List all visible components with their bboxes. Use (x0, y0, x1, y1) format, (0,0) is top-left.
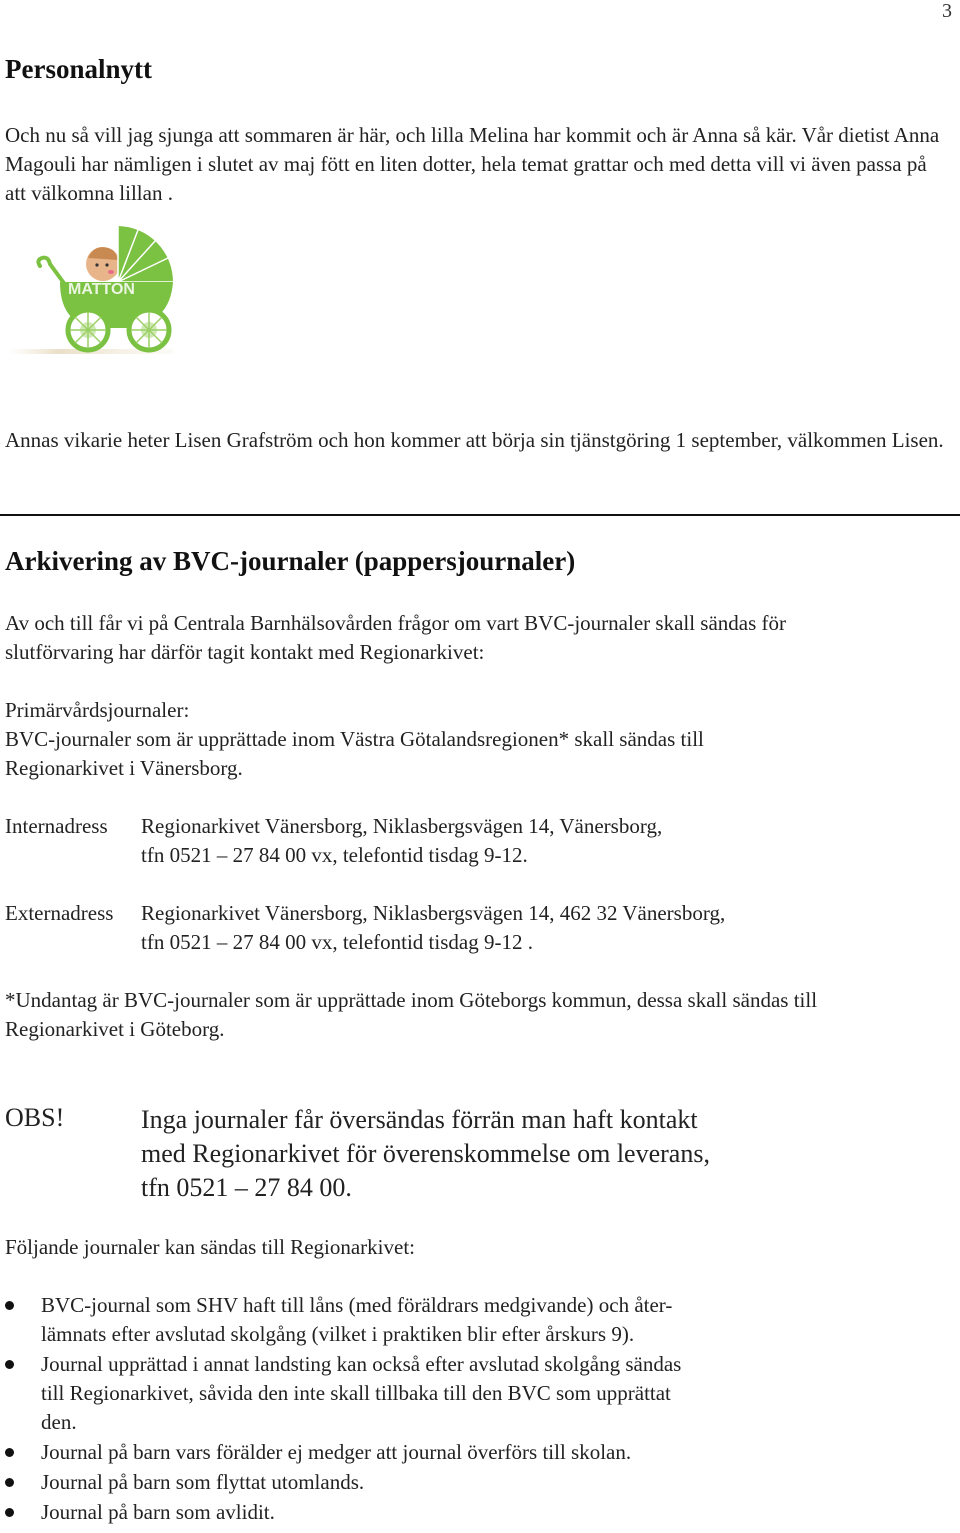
pram-wheel-left (68, 310, 108, 350)
bullet-icon (5, 1301, 14, 1310)
list-item-line: Journal på barn som flyttat utomlands. (41, 1470, 365, 1494)
obs-line: tfn 0521 – 27 84 00. (141, 1173, 352, 1202)
bullet-icon (5, 1448, 14, 1457)
section-divider (0, 514, 960, 516)
section-title-arkivering: Arkivering av BVC-journaler (pappersjournaler) (5, 546, 576, 576)
baby-pram-icon (8, 224, 178, 359)
list-item (0, 1350, 681, 1437)
watermark-text: MATTON (68, 281, 135, 298)
list-item-line: Journal på barn som avlidit. (41, 1500, 275, 1524)
list-item (0, 1498, 681, 1527)
obs-line: Inga journaler får översändas förrän man haft kontakt (141, 1105, 698, 1134)
internadress-label: Internadress (5, 814, 108, 838)
foljande-intro: Följande journaler kan sändas till Regionarkivet: (5, 1235, 415, 1259)
internadress-block (141, 812, 662, 870)
section-title-personalnytt: Personalnytt (5, 54, 152, 84)
personalnytt-intro: Och nu så vill jag sjunga att sommaren är här, och lilla Melina har kommit och är Anna så kär. Vår dietist Anna Magouli har nämligen i slutet av maj fött en liten dotter, hela temat grattar och med detta vill vi även passa på att välkomna lillan . (5, 123, 940, 205)
internadress-line: tfn 0521 – 27 84 00 vx, telefontid tisdag 9-12. (141, 843, 528, 867)
obs-notice (141, 1103, 710, 1205)
list-item-line: lämnats efter avslutad skolgång (vilket i praktiken blir efter årskurs 9). (41, 1322, 635, 1346)
list-item-line: Journal på barn vars förälder ej medger att journal överförs till skolan. (41, 1440, 632, 1464)
externadress-line: tfn 0521 – 27 84 00 vx, telefontid tisdag 9-12 . (141, 930, 533, 954)
list-item-line: den. (41, 1410, 77, 1434)
primar-label: Primärvårdsjournaler: (5, 698, 190, 722)
internadress-line: Regionarkivet Vänersborg, Niklasbergsvägen 14, Vänersborg, (141, 814, 663, 838)
bullet-icon (5, 1508, 14, 1517)
arkivering-intro: Av och till får vi på Centrala Barnhälsovården frågor om vart BVC-journaler skall sändas för slutförvaring har därför tagit kontakt med Regionarkivet: (5, 611, 787, 664)
obs-line: med Regionarkivet för överenskommelse om leverans, (141, 1139, 710, 1168)
list-item-line: BVC-journal som SHV haft till låns (med föräldrars medgivande) och åter- (41, 1293, 673, 1317)
list-item-line: till Regionarkivet, såvida den inte skall tillbaka till den BVC som upprättat (41, 1381, 671, 1405)
bullet-icon (5, 1478, 14, 1487)
list-item-line: Journal upprättad i annat landsting kan också efter avslutad skolgång sändas (41, 1352, 682, 1376)
obs-label: OBS! (5, 1103, 65, 1132)
vikarie-announcement: Annas vikarie heter Lisen Grafström och hon kommer att börja sin tjänstgöring 1 september, välkommen Lisen. (5, 428, 944, 452)
page-number: 3 (942, 0, 952, 22)
externadress-block (141, 899, 725, 957)
undantag-note: *Undantag är BVC-journaler som är upprättade inom Göteborgs kommun, dessa skall sändas till Regionarkivet i Göteborg. (5, 988, 818, 1041)
list-item (0, 1291, 681, 1349)
primar-text: BVC-journaler som är upprättade inom Västra Götalandsregionen* skall sändas till Regionarkivet i Vänersborg. (5, 727, 704, 780)
list-item (0, 1438, 681, 1467)
externadress-line: Regionarkivet Vänersborg, Niklasbergsvägen 14, 462 32 Vänersborg, (141, 901, 726, 925)
externadress-label: Externadress (5, 901, 114, 925)
list-item (0, 1468, 681, 1497)
pram-wheel-right (129, 310, 169, 350)
baby-pram-image (8, 224, 178, 364)
bullet-icon (5, 1360, 14, 1369)
journal-list (0, 1291, 681, 1528)
